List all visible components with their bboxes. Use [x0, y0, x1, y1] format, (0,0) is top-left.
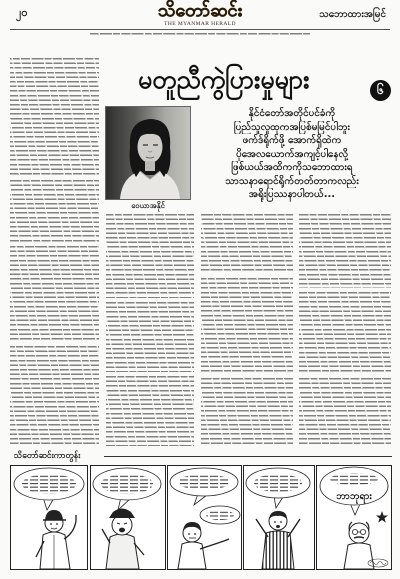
article-text-block [106, 214, 194, 298]
pull-quote-line: ဖက်ဒ်ရိုက်ဖို့ အောက်ရှိထဲက [242, 135, 342, 146]
masthead [138, 0, 262, 30]
article-text-block [299, 214, 391, 288]
dateline [90, 33, 310, 36]
part-number-badge: ၆ [370, 80, 391, 101]
section-label: သဘောထားအမြင် [319, 9, 386, 20]
article-text-block [10, 180, 99, 242]
portrait-photo [106, 107, 190, 199]
article-text-block [106, 302, 194, 372]
article-text-block [299, 292, 391, 374]
pull-quote-line: ဖြစ်ယယ်အထိကကိုသဘောထားရ [231, 162, 353, 173]
exclamation-text: ဘာဘုရား [336, 491, 372, 502]
pull-quote-line: သာသနာရောင်ရိုက်တတ်တာကလည်း [225, 175, 359, 187]
article-text-block [201, 378, 293, 446]
pull-quote-line: ပိုအေလယောက်အကျင့်ပါနေလို့ [236, 148, 348, 160]
cartoon-panel-1 [11, 466, 88, 570]
photo-caption: ဝေယာအနိုင် [131, 201, 165, 210]
article-text-block [10, 246, 99, 342]
article-text-block [10, 346, 99, 446]
article-text-block [201, 278, 293, 374]
cartoon-section-title: သိတော်ဆင်းကာတွန်း [14, 451, 81, 461]
cartoon-strip [10, 465, 392, 570]
cartoon-panel-5 [317, 466, 392, 570]
cartoon-panel-3 [168, 466, 242, 570]
article-text-block [201, 214, 293, 274]
masthead-subtitle: THE MYANMAR HERALD [164, 21, 236, 27]
speech-bubble [200, 506, 240, 524]
cartoon-section-rule [104, 456, 392, 457]
page-number: ၂၀ [16, 6, 28, 19]
pull-quote-line: အရိုးပြဿနာပါတယ်... [248, 189, 336, 200]
article-text-block [299, 378, 391, 446]
headline: မတူညီကွဲပြားမှုများ [138, 65, 310, 94]
pull-quote [194, 107, 390, 203]
cartoon-panel-2 [91, 466, 166, 570]
pull-quote-line: ပြည်သူလူထုကအပြစ်မမြင်ပါဘူး [234, 121, 350, 133]
masthead-title: သိတော်ဆင်း [157, 0, 243, 21]
header-rule [10, 29, 390, 30]
pull-quote-line: နိုင်ငံတော်အတိုင်ပင်ခံကို [248, 108, 336, 119]
cartoon-panel-4 [244, 466, 315, 570]
article-text-block [106, 376, 194, 446]
article-text-block [10, 58, 99, 176]
